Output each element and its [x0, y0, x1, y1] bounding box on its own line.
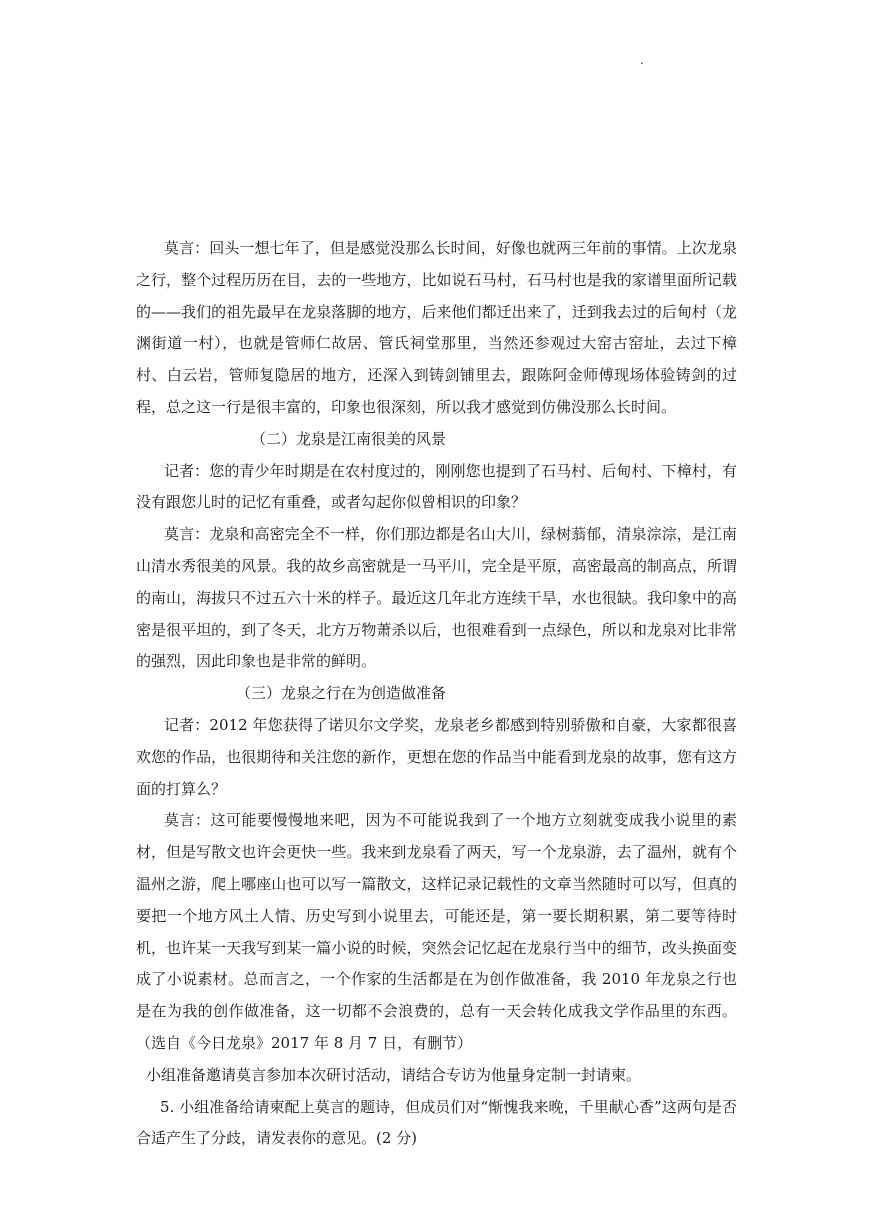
page-dot-mark: .: [640, 53, 644, 67]
paragraph-task-invitation: 小组准备邀请莫言参加本次研讨活动，请结合专访为他量身定制一封请柬。: [146, 1065, 642, 1084]
paragraph-reporter-question-1: 记者：您的青少年时期是在农村度过的，刚刚您也提到了石马村、后甸村、下樟村，有没有跟您儿时的记忆有重叠，或者勾起你似曾相识的印象？: [136, 461, 737, 512]
section-heading-2: （二）龙泉是江南很美的风景: [251, 429, 447, 448]
paragraph-moyan-answer-2: 莫言：这可能要慢慢地来吧，因为不可能说我到了一个地方立刻就变成我小说里的素材，但是写散文也许会更快一些。我来到龙泉看了两天，写一个龙泉游，去了温州，就有个温州之游，爬上哪座山也可以写一篇散文，这样记录记载性的文章当然随时可以写，但真的要把一个地方风土人情、历史写到小说里去，可能还是，第一要长期积累，第二要等待时机，也许某一天我写到某一篇小说的时候，突然会记忆起在龙泉行当中的细节，改头换面变成了小说素材。总而言之，一个作家的生活都是在为创作做准备，我 2010 年龙泉之行也是在为我的创作做准备，这一切都不会浪费的，总有一天会转化成我文学作品里的东西。（选自《今日龙泉》2017 年 8 月 7 日，有删节）: [136, 811, 737, 1052]
paragraph-reporter-question-2: 记者：2012 年您获得了诺贝尔文学奖，龙泉老乡都感到特别骄傲和自豪，大家都很喜欢您的作品，也很期待和关注您的新作，更想在您的作品当中能看到龙泉的故事，您有这方面的打算么？: [136, 715, 737, 798]
paragraph-moyan-recollection: 莫言：回头一想七年了，但是感觉没那么长时间，好像也就两三年前的事情。上次龙泉之行，整个过程历历在目，去的一些地方，比如说石马村，石马村也是我的家谱里面所记载的——我们的祖先最早在龙泉落脚的地方，后来他们都迁出来了，迁到我去过的后甸村（龙渊街道一村），也就是管师仁故居、管氏祠堂那里，当然还参观过大窑古窑址，去过下樟村、白云岩，管师复隐居的地方，还深入到铸剑铺里去，跟陈阿金师傅现场体验铸剑的过程，总之这一行是很丰富的，印象也很深刻，所以我才感觉到仿佛没那么长时间。: [136, 239, 737, 416]
document-body: [136, 233, 737, 1155]
paragraph-moyan-answer-1: 莫言：龙泉和高密完全不一样，你们那边都是名山大川，绿树蓊郁，清泉淙淙，是江南山清水秀很美的风景。我的故乡高密就是一马平川，完全是平原，高密最高的制高点，所谓的南山，海拔只不过五六十米的样子。最近这几年北方连续干旱，水也很缺。我印象中的高密是很平坦的，到了冬天，北方万物萧杀以后，也很难看到一点绿色，所以和龙泉对比非常的强烈，因此印象也是非常的鲜明。: [136, 525, 737, 671]
section-heading-3: （三）龙泉之行在为创造做准备: [236, 684, 447, 703]
question-5: 5. 小组准备给请柬配上莫言的题诗，但成员们对“惭愧我来晚，千里献心香”这两句是否合适产生了分歧，请发表你的意见。(2 分): [136, 1097, 737, 1148]
